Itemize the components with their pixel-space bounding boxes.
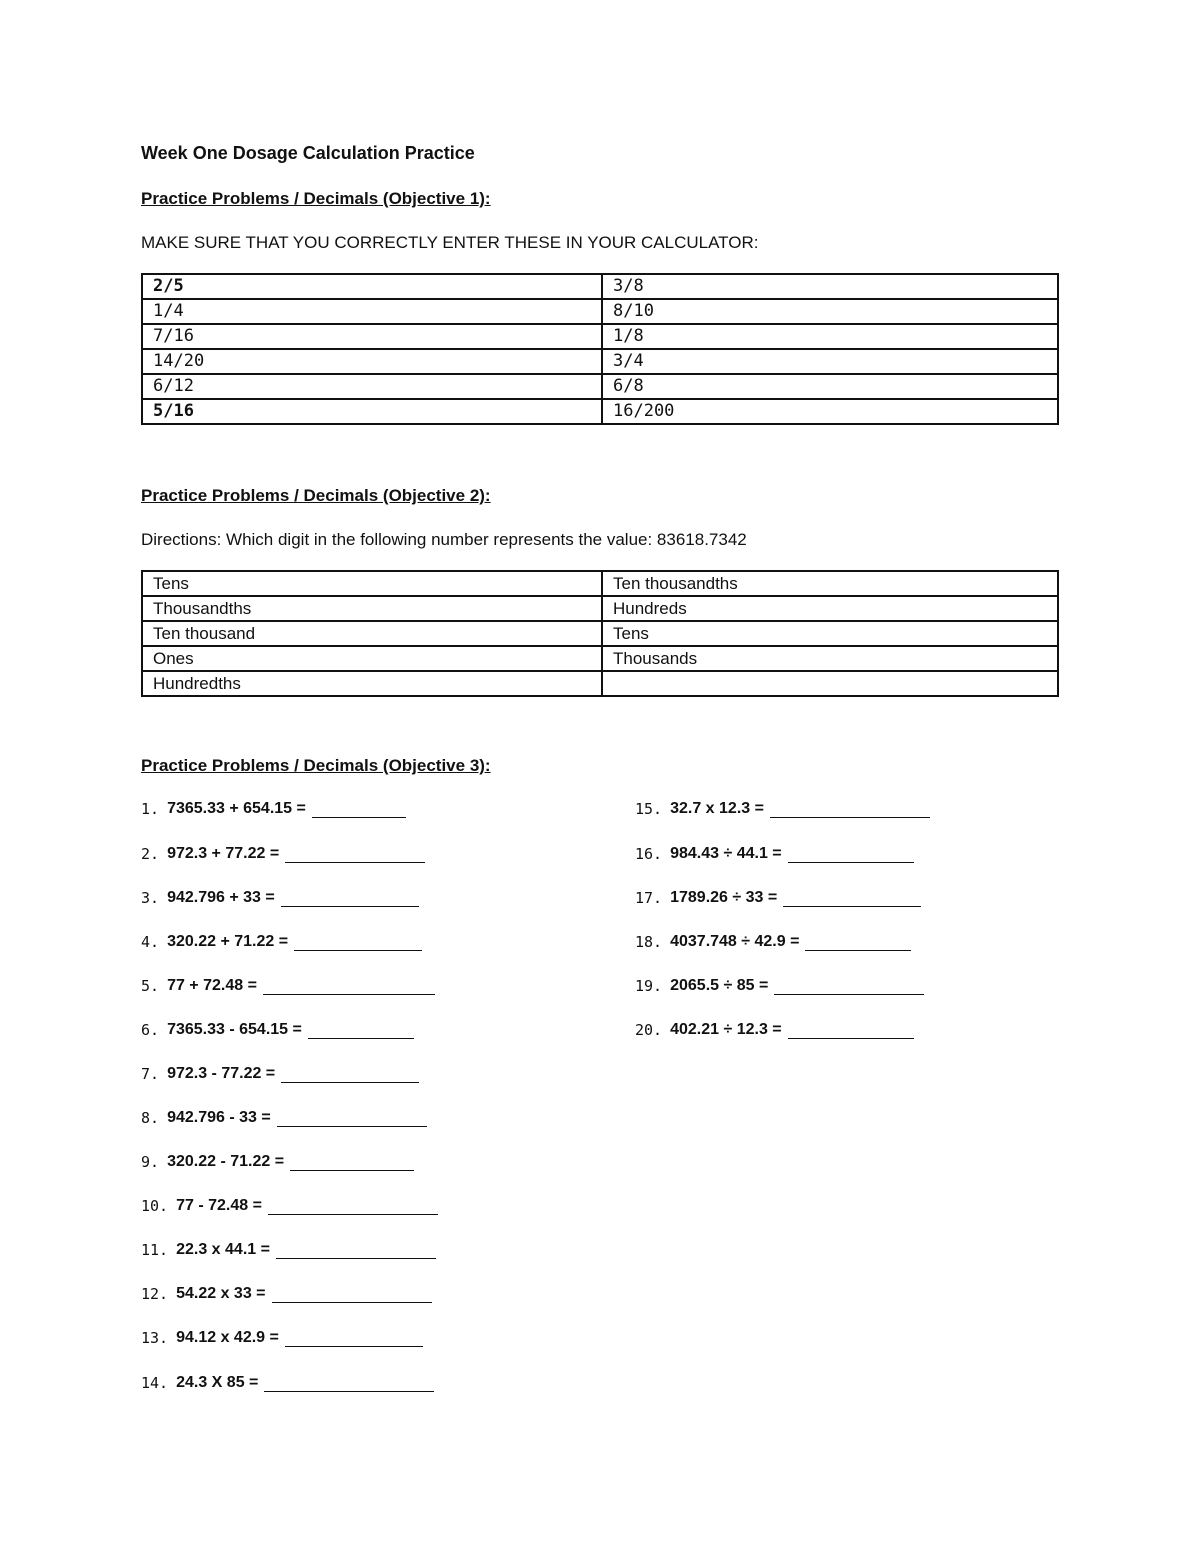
section2-directions: Directions: Which digit in the following number represents the value: 83618.7342	[141, 530, 747, 549]
problem-number: 8.	[141, 1109, 160, 1127]
problem-number: 14.	[141, 1374, 169, 1392]
table-cell: 6/8	[602, 374, 1058, 399]
table-cell: Tens	[142, 571, 602, 596]
problem-number: 18.	[635, 933, 663, 951]
answer-blank[interactable]	[263, 978, 435, 995]
table-cell: 8/10	[602, 299, 1058, 324]
problem-item	[141, 1374, 434, 1392]
problem-expression: 320.22 + 71.22 =	[167, 933, 289, 950]
problem-item	[141, 1197, 438, 1215]
table-cell: 6/12	[142, 374, 602, 399]
problem-item	[635, 933, 911, 951]
problem-number: 6.	[141, 1021, 160, 1039]
problem-expression: 77 - 72.48 =	[176, 1197, 262, 1214]
problem-expression: 24.3 X 85 =	[176, 1374, 259, 1391]
problem-expression: 1789.26 ÷ 33 =	[670, 889, 778, 906]
table-cell	[602, 671, 1058, 696]
problem-expression: 402.21 ÷ 12.3 =	[670, 1021, 782, 1038]
problem-number: 4.	[141, 933, 160, 951]
answer-blank[interactable]	[783, 890, 921, 907]
problem-item	[141, 977, 435, 995]
problem-number: 11.	[141, 1241, 169, 1259]
problem-expression: 2065.5 ÷ 85 =	[670, 977, 769, 994]
answer-blank[interactable]	[308, 1022, 414, 1039]
answer-blank[interactable]	[788, 1022, 914, 1039]
table-cell: 3/4	[602, 349, 1058, 374]
problem-expression: 972.3 - 77.22 =	[167, 1065, 276, 1082]
table-cell: Hundreds	[602, 596, 1058, 621]
problem-item	[635, 977, 924, 995]
answer-blank[interactable]	[281, 890, 419, 907]
table-row	[142, 349, 1058, 374]
table-cell: 1/8	[602, 324, 1058, 349]
problem-expression: 22.3 x 44.1 =	[176, 1241, 270, 1258]
section1-instruction: MAKE SURE THAT YOU CORRECTLY ENTER THESE IN YOUR CALCULATOR:	[141, 233, 759, 252]
table-cell: Hundredths	[142, 671, 602, 696]
problem-item	[141, 1065, 419, 1083]
table-cell: Tens	[602, 621, 1058, 646]
problem-expression: 7365.33 + 654.15 =	[167, 800, 306, 817]
problem-expression: 942.796 - 33 =	[167, 1109, 271, 1126]
problem-item	[141, 1329, 423, 1347]
problem-number: 10.	[141, 1197, 169, 1215]
problem-item	[141, 845, 425, 863]
problem-number: 2.	[141, 845, 160, 863]
table-cell: Ten thousandths	[602, 571, 1058, 596]
problem-expression: 4037.748 ÷ 42.9 =	[670, 933, 800, 950]
answer-blank[interactable]	[285, 846, 425, 863]
problem-item	[141, 933, 422, 951]
table-cell: Ten thousand	[142, 621, 602, 646]
problem-number: 1.	[141, 800, 160, 818]
problem-item	[141, 1241, 436, 1259]
answer-blank[interactable]	[805, 934, 911, 951]
problem-number: 9.	[141, 1153, 160, 1171]
problem-number: 16.	[635, 845, 663, 863]
problem-number: 3.	[141, 889, 160, 907]
answer-blank[interactable]	[285, 1330, 423, 1347]
problem-expression: 984.43 ÷ 44.1 =	[670, 845, 782, 862]
table-row	[142, 671, 1058, 696]
table-row	[142, 324, 1058, 349]
table-cell: Ones	[142, 646, 602, 671]
problem-expression: 77 + 72.48 =	[167, 977, 257, 994]
problem-item	[141, 889, 419, 907]
answer-blank[interactable]	[276, 1242, 436, 1259]
problem-number: 13.	[141, 1329, 169, 1347]
table-row	[142, 399, 1058, 424]
problem-expression: 320.22 - 71.22 =	[167, 1153, 285, 1170]
problem-item	[141, 1109, 427, 1127]
answer-blank[interactable]	[312, 801, 406, 818]
answer-blank[interactable]	[774, 978, 924, 995]
problem-item	[635, 800, 930, 818]
table-cell: 7/16	[142, 324, 602, 349]
problem-item	[141, 1021, 414, 1039]
answer-blank[interactable]	[294, 934, 422, 951]
table-cell: Thousandths	[142, 596, 602, 621]
table-row	[142, 646, 1058, 671]
answer-blank[interactable]	[268, 1198, 438, 1215]
problem-expression: 7365.33 - 654.15 =	[167, 1021, 302, 1038]
table-cell: 14/20	[142, 349, 602, 374]
table-row	[142, 374, 1058, 399]
problem-expression: 942.796 + 33 =	[167, 889, 275, 906]
problem-item	[141, 800, 406, 818]
table-row	[142, 274, 1058, 299]
answer-blank[interactable]	[281, 1066, 419, 1083]
answer-blank[interactable]	[272, 1286, 432, 1303]
problem-item	[141, 1153, 414, 1171]
problem-expression: 54.22 x 33 =	[176, 1285, 266, 1302]
table-cell: 5/16	[142, 399, 602, 424]
problem-item	[141, 1285, 432, 1303]
table-cell: 2/5	[142, 274, 602, 299]
answer-blank[interactable]	[290, 1154, 414, 1171]
answer-blank[interactable]	[770, 801, 930, 818]
answer-blank[interactable]	[264, 1375, 434, 1392]
table-row	[142, 621, 1058, 646]
problem-number: 15.	[635, 800, 663, 818]
problem-number: 19.	[635, 977, 663, 995]
problem-number: 17.	[635, 889, 663, 907]
page-title: Week One Dosage Calculation Practice	[141, 143, 475, 163]
table-cell: 3/8	[602, 274, 1058, 299]
place-value-table	[141, 570, 1059, 697]
problem-expression: 94.12 x 42.9 =	[176, 1329, 279, 1346]
section3-heading: Practice Problems / Decimals (Objective 3):	[141, 756, 491, 775]
answer-blank[interactable]	[788, 846, 914, 863]
answer-blank[interactable]	[277, 1110, 427, 1127]
table-cell: 16/200	[602, 399, 1058, 424]
problem-item	[635, 889, 921, 907]
problem-expression: 972.3 + 77.22 =	[167, 845, 280, 862]
problem-number: 5.	[141, 977, 160, 995]
problem-number: 20.	[635, 1021, 663, 1039]
table-row	[142, 571, 1058, 596]
problem-expression: 32.7 x 12.3 =	[670, 800, 764, 817]
table-cell: 1/4	[142, 299, 602, 324]
table-cell: Thousands	[602, 646, 1058, 671]
problem-number: 12.	[141, 1285, 169, 1303]
problem-item	[635, 1021, 914, 1039]
section2-heading: Practice Problems / Decimals (Objective 2):	[141, 486, 491, 505]
fractions-table	[141, 273, 1059, 425]
problem-number: 7.	[141, 1065, 160, 1083]
section1-heading: Practice Problems / Decimals (Objective 1):	[141, 189, 491, 208]
problem-item	[635, 845, 914, 863]
table-row	[142, 596, 1058, 621]
table-row	[142, 299, 1058, 324]
